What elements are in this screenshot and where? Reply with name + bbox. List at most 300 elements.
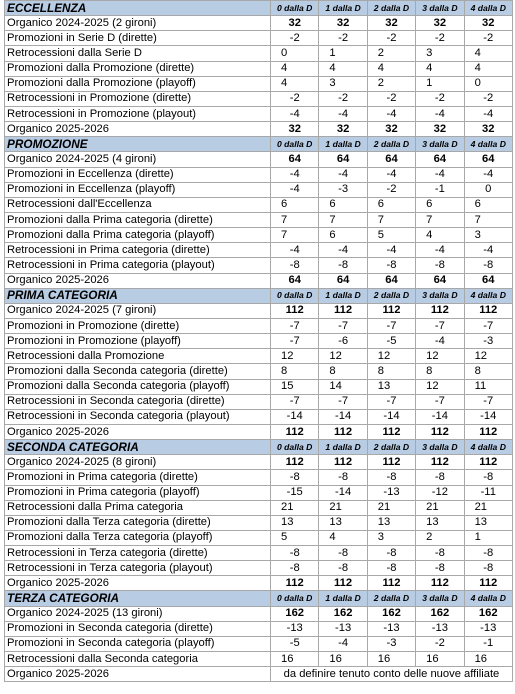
cell-value: 64	[464, 152, 512, 167]
cell-value: 32	[416, 16, 464, 31]
row-label: Organico 2025-2026	[5, 424, 271, 439]
cell-value: -4	[464, 106, 512, 121]
column-header: 3 dalla D	[416, 440, 464, 455]
cell-value: -7	[416, 318, 464, 333]
row-label: Retrocessioni in Prima categoria (dirette)	[5, 243, 271, 258]
table-row	[5, 122, 513, 137]
row-label: Retrocessioni in Promozione (playout)	[5, 106, 271, 121]
cell-value: -14	[416, 409, 464, 424]
row-label: Organico 2025-2026	[5, 122, 271, 137]
row-label: Retrocessioni dalla Promozione	[5, 349, 271, 364]
cell-value: 6	[367, 197, 415, 212]
cell-value: 4	[464, 46, 512, 61]
column-header: 0 dalla D	[271, 440, 319, 455]
column-header: 2 dalla D	[367, 137, 415, 152]
cell-value: -7	[271, 394, 319, 409]
column-header: 3 dalla D	[416, 288, 464, 303]
cell-value: -4	[464, 167, 512, 182]
cell-value: 112	[416, 303, 464, 318]
cell-value: -15	[271, 485, 319, 500]
cell-value: 6	[319, 228, 367, 243]
cell-value: -8	[464, 561, 512, 576]
cell-value: -4	[271, 182, 319, 197]
cell-value: 0	[271, 46, 319, 61]
cell-value: -8	[416, 470, 464, 485]
cell-value: -2	[464, 91, 512, 106]
cell-value: -8	[367, 470, 415, 485]
cell-value: 32	[319, 122, 367, 137]
cell-value: -3	[319, 182, 367, 197]
cell-value: -13	[416, 621, 464, 636]
table-row	[5, 636, 513, 651]
table-row	[5, 546, 513, 561]
row-label: Promozioni in Prima categoria (playoff)	[5, 485, 271, 500]
cell-value: -11	[464, 485, 512, 500]
table-row	[5, 273, 513, 288]
column-header: 4 dalla D	[464, 1, 512, 16]
cell-value: 13	[319, 515, 367, 530]
cell-value: -2	[271, 31, 319, 46]
cell-value: -4	[319, 636, 367, 651]
cell-value: 64	[319, 273, 367, 288]
table-row	[5, 409, 513, 424]
row-label: Promozioni in Serie D (dirette)	[5, 31, 271, 46]
table-row	[5, 364, 513, 379]
cell-value: -2	[367, 91, 415, 106]
row-label: Promozioni in Prima categoria (dirette)	[5, 470, 271, 485]
cell-value: 21	[319, 500, 367, 515]
cell-value: -4	[464, 243, 512, 258]
table-row	[5, 303, 513, 318]
cell-value: -8	[319, 470, 367, 485]
cell-value: -2	[464, 31, 512, 46]
cell-value: 112	[416, 455, 464, 470]
table-row	[5, 243, 513, 258]
cell-value: 64	[271, 273, 319, 288]
row-label: Retrocessioni in Promozione (dirette)	[5, 91, 271, 106]
cell-value: 4	[416, 61, 464, 76]
cell-value: 3	[416, 46, 464, 61]
cell-value: 12	[319, 349, 367, 364]
cell-value: 162	[367, 606, 415, 621]
cell-value: 16	[464, 652, 512, 667]
row-label: Retrocessioni in Prima categoria (playout)	[5, 258, 271, 273]
cell-value: -14	[271, 409, 319, 424]
cell-value: 64	[416, 152, 464, 167]
table-row	[5, 152, 513, 167]
cell-value: -4	[367, 106, 415, 121]
cell-value: 4	[367, 61, 415, 76]
cell-value: -2	[319, 91, 367, 106]
cell-value: -14	[464, 409, 512, 424]
cell-value: 12	[464, 349, 512, 364]
column-header: 2 dalla D	[367, 440, 415, 455]
cell-value: 2	[416, 530, 464, 545]
section-title: PRIMA CATEGORIA	[5, 288, 271, 303]
row-note: da definire tenuto conto delle nuove affiliate	[271, 667, 513, 682]
cell-value: 112	[271, 576, 319, 591]
table-row	[5, 500, 513, 515]
cell-value: 2	[367, 46, 415, 61]
cell-value: 4	[271, 76, 319, 91]
cell-value: 4	[319, 61, 367, 76]
column-header: 4 dalla D	[464, 288, 512, 303]
cell-value: -7	[367, 394, 415, 409]
row-label: Organico 2024-2025 (8 gironi)	[5, 455, 271, 470]
cell-value: 8	[367, 364, 415, 379]
row-label: Retrocessioni dalla Serie D	[5, 46, 271, 61]
table-row	[5, 455, 513, 470]
cell-value: 7	[271, 212, 319, 227]
section-title: PROMOZIONE	[5, 137, 271, 152]
cell-value: -8	[416, 258, 464, 273]
cell-value: -2	[319, 31, 367, 46]
section-header-row	[5, 591, 513, 606]
table-row	[5, 334, 513, 349]
cell-value: 6	[416, 197, 464, 212]
table-row	[5, 228, 513, 243]
cell-value: -13	[319, 621, 367, 636]
cell-value: 112	[367, 424, 415, 439]
table-row	[5, 621, 513, 636]
cell-value: -4	[416, 167, 464, 182]
table-row	[5, 258, 513, 273]
cell-value: 32	[416, 122, 464, 137]
table-row	[5, 667, 513, 682]
cell-value: 112	[319, 424, 367, 439]
row-label: Promozioni in Promozione (dirette)	[5, 318, 271, 333]
table-row	[5, 424, 513, 439]
row-label: Promozioni dalla Prima categoria (dirette)	[5, 212, 271, 227]
cell-value: -8	[367, 561, 415, 576]
table-body	[5, 1, 513, 682]
cell-value: 21	[416, 500, 464, 515]
cell-value: -7	[271, 334, 319, 349]
cell-value: 4	[319, 530, 367, 545]
row-label: Organico 2024-2025 (4 gironi)	[5, 152, 271, 167]
cell-value: 6	[319, 197, 367, 212]
cell-value: -8	[464, 258, 512, 273]
table-row	[5, 515, 513, 530]
table-row	[5, 318, 513, 333]
cell-value: 112	[367, 455, 415, 470]
cell-value: -3	[464, 334, 512, 349]
cell-value: -4	[367, 243, 415, 258]
cell-value: -8	[271, 258, 319, 273]
section-header-row	[5, 1, 513, 16]
cell-value: -4	[319, 243, 367, 258]
cell-value: 112	[319, 303, 367, 318]
row-label: Promozioni dalla Promozione (dirette)	[5, 61, 271, 76]
cell-value: -7	[319, 394, 367, 409]
cell-value: 21	[271, 500, 319, 515]
cell-value: 6	[271, 197, 319, 212]
column-header: 0 dalla D	[271, 137, 319, 152]
row-label: Promozioni dalla Terza categoria (dirette)	[5, 515, 271, 530]
cell-value: -13	[271, 621, 319, 636]
column-header: 3 dalla D	[416, 137, 464, 152]
cell-value: -13	[367, 485, 415, 500]
cell-value: 21	[367, 500, 415, 515]
column-header: 4 dalla D	[464, 440, 512, 455]
cell-value: 112	[319, 576, 367, 591]
cell-value: 32	[367, 16, 415, 31]
cell-value: 16	[367, 652, 415, 667]
section-header-row	[5, 137, 513, 152]
cell-value: 8	[464, 364, 512, 379]
column-header: 0 dalla D	[271, 288, 319, 303]
column-header: 2 dalla D	[367, 1, 415, 16]
table-row	[5, 76, 513, 91]
cell-value: -7	[416, 394, 464, 409]
row-label: Promozioni dalla Terza categoria (playoff)	[5, 530, 271, 545]
cell-value: 32	[271, 122, 319, 137]
cell-value: -2	[367, 182, 415, 197]
cell-value: -5	[367, 334, 415, 349]
column-header: 3 dalla D	[416, 591, 464, 606]
table-row	[5, 46, 513, 61]
cell-value: -8	[367, 546, 415, 561]
cell-value: 32	[271, 16, 319, 31]
row-label: Organico 2024-2025 (13 gironi)	[5, 606, 271, 621]
cell-value: 112	[464, 424, 512, 439]
table-row	[5, 31, 513, 46]
row-label: Promozioni dalla Seconda categoria (playoff)	[5, 379, 271, 394]
table-row	[5, 576, 513, 591]
cell-value: 32	[367, 122, 415, 137]
cell-value: 162	[271, 606, 319, 621]
cell-value: 7	[319, 212, 367, 227]
cell-value: 64	[367, 152, 415, 167]
cell-value: -8	[464, 470, 512, 485]
table-row	[5, 561, 513, 576]
cell-value: -8	[416, 561, 464, 576]
cell-value: -8	[271, 546, 319, 561]
cell-value: -8	[464, 546, 512, 561]
section-title: ECCELLENZA	[5, 1, 271, 16]
cell-value: -4	[416, 334, 464, 349]
cell-value: -4	[416, 106, 464, 121]
cell-value: -2	[416, 636, 464, 651]
table-row	[5, 167, 513, 182]
row-label: Organico 2025-2026	[5, 273, 271, 288]
row-label: Promozioni in Seconda categoria (playoff)	[5, 636, 271, 651]
cell-value: -2	[367, 31, 415, 46]
cell-value: -3	[367, 636, 415, 651]
row-label: Retrocessioni dalla Seconda categoria	[5, 652, 271, 667]
cell-value: -13	[464, 621, 512, 636]
cell-value: 4	[416, 228, 464, 243]
cell-value: 112	[319, 455, 367, 470]
row-label: Promozioni dalla Prima categoria (playoff)	[5, 228, 271, 243]
row-label: Organico 2024-2025 (7 gironi)	[5, 303, 271, 318]
table-row	[5, 470, 513, 485]
cell-value: -4	[271, 243, 319, 258]
cell-value: -8	[271, 470, 319, 485]
column-header: 4 dalla D	[464, 591, 512, 606]
cell-value: -6	[319, 334, 367, 349]
cell-value: 112	[416, 424, 464, 439]
cell-value: 64	[416, 273, 464, 288]
cell-value: 7	[416, 212, 464, 227]
table-row	[5, 394, 513, 409]
row-label: Promozioni in Seconda categoria (dirette)	[5, 621, 271, 636]
cell-value: 13	[367, 515, 415, 530]
cell-value: 16	[271, 652, 319, 667]
cell-value: -4	[367, 167, 415, 182]
cell-value: -1	[464, 636, 512, 651]
cell-value: 32	[319, 16, 367, 31]
column-header: 2 dalla D	[367, 288, 415, 303]
table-row	[5, 212, 513, 227]
cell-value: -4	[319, 106, 367, 121]
table-row	[5, 197, 513, 212]
table-row	[5, 530, 513, 545]
cell-value: -5	[271, 636, 319, 651]
cell-value: -8	[416, 546, 464, 561]
cell-value: 112	[464, 455, 512, 470]
table-row	[5, 182, 513, 197]
cell-value: 32	[464, 122, 512, 137]
row-label: Organico 2025-2026	[5, 667, 271, 682]
cell-value: 64	[319, 152, 367, 167]
cell-value: -7	[464, 394, 512, 409]
cell-value: 112	[367, 576, 415, 591]
cell-value: 4	[464, 61, 512, 76]
cell-value: -4	[416, 243, 464, 258]
cell-value: 1	[319, 46, 367, 61]
cell-value: -8	[271, 561, 319, 576]
cell-value: 7	[367, 212, 415, 227]
column-header: 4 dalla D	[464, 137, 512, 152]
cell-value: 162	[416, 606, 464, 621]
cell-value: 12	[271, 349, 319, 364]
cell-value: -4	[319, 167, 367, 182]
row-label: Retrocessioni in Seconda categoria (dirette)	[5, 394, 271, 409]
cell-value: 14	[319, 379, 367, 394]
row-label: Promozioni dalla Seconda categoria (dirette)	[5, 364, 271, 379]
column-header: 1 dalla D	[319, 591, 367, 606]
cell-value: 2	[367, 76, 415, 91]
cell-value: -7	[464, 318, 512, 333]
cell-value: 13	[464, 515, 512, 530]
cell-value: 11	[464, 379, 512, 394]
table-row	[5, 16, 513, 31]
section-header-row	[5, 288, 513, 303]
column-header: 1 dalla D	[319, 137, 367, 152]
table-row	[5, 106, 513, 121]
cell-value: 112	[367, 303, 415, 318]
cell-value: 3	[319, 76, 367, 91]
cell-value: 12	[416, 349, 464, 364]
column-header: 2 dalla D	[367, 591, 415, 606]
cell-value: -2	[271, 91, 319, 106]
cell-value: -2	[416, 91, 464, 106]
table-row	[5, 61, 513, 76]
row-label: Organico 2025-2026	[5, 576, 271, 591]
row-label: Retrocessioni in Terza categoria (dirette)	[5, 546, 271, 561]
cell-value: 0	[464, 182, 512, 197]
cell-value: -14	[319, 409, 367, 424]
cell-value: 112	[416, 576, 464, 591]
cell-value: -7	[271, 318, 319, 333]
cell-value: -13	[367, 621, 415, 636]
row-label: Retrocessioni dall'Eccellenza	[5, 197, 271, 212]
cell-value: 12	[367, 349, 415, 364]
cell-value: 8	[271, 364, 319, 379]
cell-value: 1	[416, 76, 464, 91]
table-row	[5, 91, 513, 106]
column-header: 0 dalla D	[271, 1, 319, 16]
cell-value: 64	[271, 152, 319, 167]
cell-value: 5	[271, 530, 319, 545]
cell-value: 16	[416, 652, 464, 667]
cell-value: -8	[367, 258, 415, 273]
cell-value: 162	[464, 606, 512, 621]
cell-value: 5	[367, 228, 415, 243]
table-row	[5, 379, 513, 394]
cell-value: -4	[271, 106, 319, 121]
cell-value: -2	[416, 31, 464, 46]
cell-value: 112	[464, 303, 512, 318]
cell-value: 1	[464, 530, 512, 545]
cell-value: 32	[464, 16, 512, 31]
cell-value: 162	[319, 606, 367, 621]
row-label: Retrocessioni in Seconda categoria (playout)	[5, 409, 271, 424]
cell-value: -8	[319, 258, 367, 273]
row-label: Organico 2024-2025 (2 gironi)	[5, 16, 271, 31]
row-label: Promozioni in Promozione (playoff)	[5, 334, 271, 349]
cell-value: 0	[464, 76, 512, 91]
cell-value: 13	[416, 515, 464, 530]
cell-value: 8	[319, 364, 367, 379]
cell-value: -1	[416, 182, 464, 197]
column-header: 0 dalla D	[271, 591, 319, 606]
cell-value: 8	[416, 364, 464, 379]
cell-value: -12	[416, 485, 464, 500]
cell-value: 112	[271, 424, 319, 439]
table-row	[5, 652, 513, 667]
cell-value: 16	[319, 652, 367, 667]
row-label: Retrocessioni dalla Prima categoria	[5, 500, 271, 515]
cell-value: 64	[464, 273, 512, 288]
cell-value: 3	[464, 228, 512, 243]
cell-value: -8	[319, 561, 367, 576]
cell-value: 3	[367, 530, 415, 545]
cell-value: 64	[367, 273, 415, 288]
cell-value: 15	[271, 379, 319, 394]
organici-table	[4, 0, 513, 682]
cell-value: -7	[319, 318, 367, 333]
column-header: 1 dalla D	[319, 440, 367, 455]
cell-value: 4	[271, 61, 319, 76]
column-header: 3 dalla D	[416, 1, 464, 16]
cell-value: 13	[367, 379, 415, 394]
row-label: Promozioni in Eccellenza (playoff)	[5, 182, 271, 197]
table-row	[5, 485, 513, 500]
cell-value: -7	[367, 318, 415, 333]
section-title: TERZA CATEGORIA	[5, 591, 271, 606]
section-header-row	[5, 440, 513, 455]
cell-value: 7	[271, 228, 319, 243]
cell-value: -4	[271, 167, 319, 182]
row-label: Retrocessioni in Terza categoria (playout)	[5, 561, 271, 576]
row-label: Promozioni dalla Promozione (playoff)	[5, 76, 271, 91]
cell-value: -14	[367, 409, 415, 424]
section-title: SECONDA CATEGORIA	[5, 440, 271, 455]
cell-value: 6	[464, 197, 512, 212]
cell-value: 12	[416, 379, 464, 394]
